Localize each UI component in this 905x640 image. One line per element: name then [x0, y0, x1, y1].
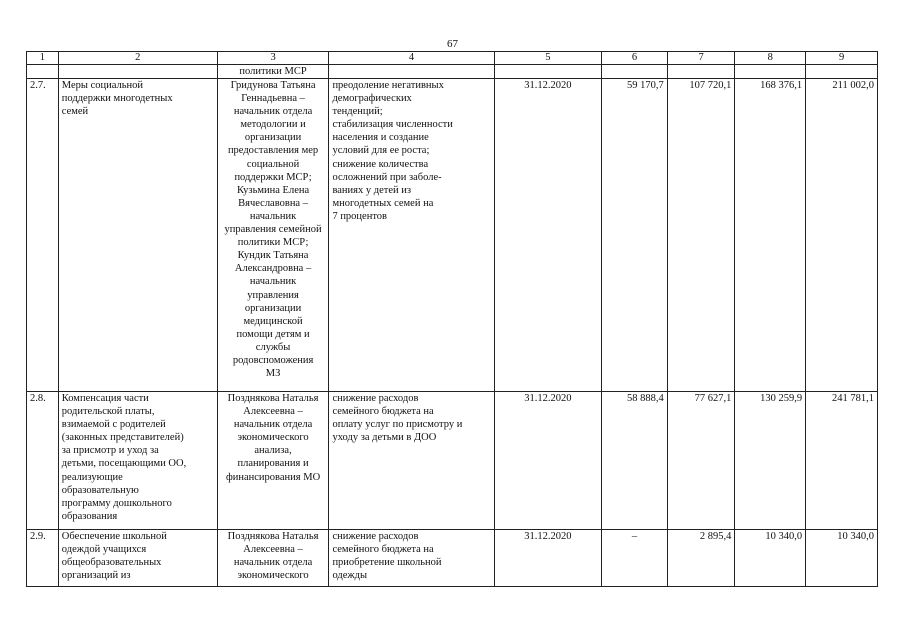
- cell-empty: [735, 65, 806, 79]
- value-col-6: 59 170,7: [602, 79, 668, 392]
- cell-empty: [27, 65, 59, 79]
- row-number: 2.9.: [27, 530, 59, 587]
- table-row: [27, 79, 878, 392]
- responsible-person: Гридунова Татьяна Геннадьевна – начальник отдела методологии и организации предоставления мер социальной поддержки МСР; Кузьмина Елена Вячеславовна – начальник управления семейной политики МСР; Кундик Татьяна Александровна – начальник управления организации медицинской помощи детям и службы родовспоможения МЗ: [217, 79, 329, 392]
- row-number: 2.7.: [27, 79, 59, 392]
- cell-empty: [494, 65, 602, 79]
- cell-empty: [667, 65, 735, 79]
- cell-empty: [602, 65, 668, 79]
- deadline-date: 31.12.2020: [494, 530, 602, 587]
- value-col-7: 77 627,1: [667, 392, 735, 530]
- column-number-4: 4: [329, 52, 494, 65]
- deadline-date: 31.12.2020: [494, 392, 602, 530]
- table-row: [27, 530, 878, 587]
- value-col-8: 130 259,9: [735, 392, 806, 530]
- expected-result: преодоление негативных демографических тенденций; стабилизация численности населения и создание условий для ее роста; снижение количества осложнений при заболе- ваниях у детей из многодетных семей на 7 процентов: [329, 79, 494, 392]
- expected-result: снижение расходов семейного бюджета на оплату услуг по присмотру и уходу за детьми в ДОО: [329, 392, 494, 530]
- cell-empty: [806, 65, 878, 79]
- column-number-7: 7: [667, 52, 735, 65]
- value-col-9: 10 340,0: [806, 530, 878, 587]
- measure-name: Меры социальной поддержки многодетных семей: [58, 79, 217, 392]
- column-number-2: 2: [58, 52, 217, 65]
- column-number-1: 1: [27, 52, 59, 65]
- column-number-6: 6: [602, 52, 668, 65]
- responsible-person: Позднякова Наталья Алексеевна – начальник отдела экономического анализа, планирования и финансирования МО: [217, 392, 329, 530]
- value-col-9: 211 002,0: [806, 79, 878, 392]
- continuation-row: [27, 65, 878, 79]
- cell-empty: [58, 65, 217, 79]
- continuation-responsible: политики МСР: [217, 65, 329, 79]
- deadline-date: 31.12.2020: [494, 79, 602, 392]
- value-col-8: 10 340,0: [735, 530, 806, 587]
- responsible-person: Позднякова Наталья Алексеевна – начальник отдела экономического: [217, 530, 329, 587]
- table-row: [27, 392, 878, 530]
- column-number-3: 3: [217, 52, 329, 65]
- value-col-6: 58 888,4: [602, 392, 668, 530]
- column-number-5: 5: [494, 52, 602, 65]
- column-number-row: [27, 52, 878, 65]
- value-col-7: 2 895,4: [667, 530, 735, 587]
- measures-table: [26, 51, 878, 587]
- value-col-8: 168 376,1: [735, 79, 806, 392]
- cell-empty: [329, 65, 494, 79]
- column-number-9: 9: [806, 52, 878, 65]
- value-col-7: 107 720,1: [667, 79, 735, 392]
- column-number-8: 8: [735, 52, 806, 65]
- page-number: 67: [447, 38, 458, 50]
- measure-name: Обеспечение школьной одеждой учащихся общеобразовательных организаций из: [58, 530, 217, 587]
- value-col-6: –: [602, 530, 668, 587]
- measure-name: Компенсация части родительской платы, взимаемой с родителей (законных представителей) за присмотр и уход за детьми, посещающими ОО, реализующие образовательную программу дошкольного образования: [58, 392, 217, 530]
- expected-result: снижение расходов семейного бюджета на приобретение школьной одежды: [329, 530, 494, 587]
- value-col-9: 241 781,1: [806, 392, 878, 530]
- row-number: 2.8.: [27, 392, 59, 530]
